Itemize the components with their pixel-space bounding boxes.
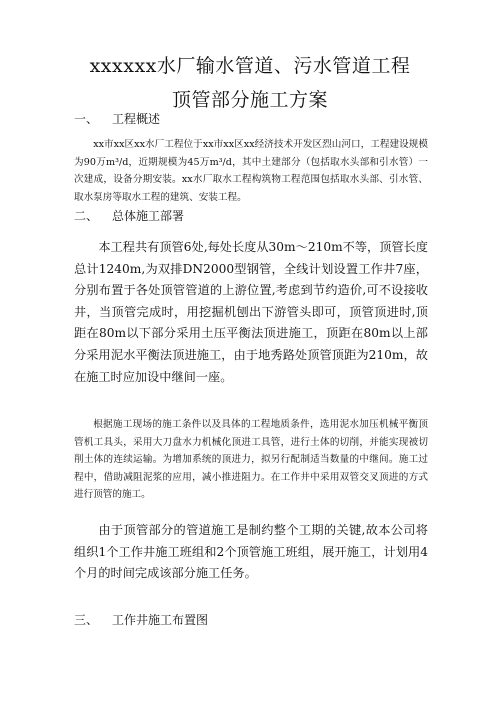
section-number: 一、: [74, 112, 99, 126]
section-title: 工作井施工布置图: [112, 613, 209, 627]
document-title-line1: xxxxxx水厂输水管道、污水管道工程: [89, 55, 411, 77]
section-heading-layout: [74, 612, 208, 628]
document-title-line2: 顶管部分施工方案: [171, 89, 328, 111]
paragraph-deployment-3: 由于顶管部分的管道施工是制约整个工期的关键,故本公司将组织1个工作井施工班组和2个顶管施工班组，展开施工，计划用4个月的时间完成该部分施工任务。: [74, 523, 428, 581]
paragraph-deployment-1: 本工程共有顶管6处,每处长度从30m～210m不等，顶管长度总计1240m,为双排DN2000型钢管，全线计划设置工作井7座，分别布置于各处顶管管道的上游位置,考虑到节约造价,可不设接收井，当顶管完成时，用挖掘机刨出下游管头即可，顶管顶进时,顶距在80m以下部分采用土压平衡法顶进施工，顶距在80m以上部分采用泥水平衡法顶进施工，由于地秀路处顶管顶距为210m，故在施工时应加设中继间一座。: [74, 240, 428, 384]
section-number: 三、: [74, 613, 99, 627]
paragraph-overview: xx市xx区xx水厂工程位于xx市xx区xx经济技术开发区烈山河口，工程建设规模为90万m³/d，近期规模为45万m³/d，其中土建部分（包括取水头部和引水管）一次建成，设备分期安装。xx水厂取水工程构筑物工程范围包括取水头部、引水管、取水泵房等取水工程的建筑、安装工程。: [74, 139, 428, 203]
section-title: 总体施工部署: [112, 209, 185, 223]
section-heading-deployment: [74, 208, 184, 224]
section-heading-overview: [74, 111, 160, 127]
section-title: 工程概述: [112, 112, 161, 126]
section-number: 二、: [74, 209, 99, 223]
paragraph-deployment-2: 根据施工现场的施工条件以及具体的工程地质条件，选用泥水加压机械平衡顶管机工具头，采用大刀盘水力机械化顶进工具管，进行土体的切削，并能实现被切削土体的连续运输。为增加系统的顶进力，拟另行配制适当数量的中继间。施工过程中，借助减阻泥浆的应用，减小推进阻力。在工作井中采用双管交叉顶进的方式进行顶管的施工。: [74, 419, 428, 500]
